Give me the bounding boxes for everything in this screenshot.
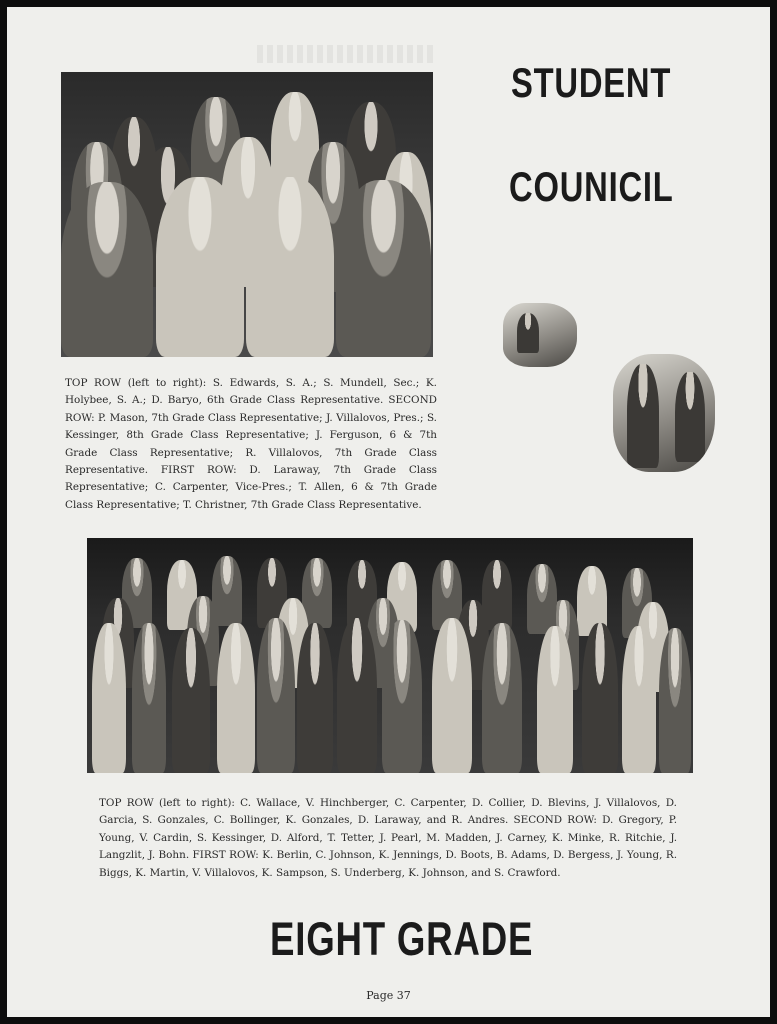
student-council-photo — [61, 72, 433, 357]
bleed-through-text — [257, 45, 437, 63]
student-heading: STUDENT — [511, 59, 672, 106]
eight-grade-heading: EIGHT GRADE — [270, 912, 534, 965]
student-council-caption: TOP ROW (left to right): S. Edwards, S. A.; S. Mundell, Sec.; K. Holybee, S. A.; D. Baryo, 6th Grade Class Representative. SECOND ROW: P. Mason, 7th Grade Class Representative; J. Villalovos, Pres.; S. Kessinger, 8th Grade Class Representative; J. Ferguson, 6 & 7th Grade Class Representative; R. Villalovos, 7th Grade Class Representative. FIRST ROW: D. Laraway, 7th Grade Class Representative; C. Carpenter, Vice-Pres.; T. Allen, 6 & 7th Grade Class Representative; T. Christner, 7th Grade Class Representative. — [65, 377, 437, 511]
council-heading: COUNICIL — [509, 163, 674, 210]
page-number: Page 37 — [366, 989, 411, 1002]
eighth-grade-caption: TOP ROW (left to right): C. Wallace, V. Hinchberger, C. Carpenter, D. Collier, D. Blevins, J. Villalovos, D. Garcia, S. Gonzales, C. Bollinger, K. Gonzales, D. Laraway, and R. Andres. SECOND ROW: D. Gregory, P. Young, V. Cardin, S. Kessinger, D. Alford, T. Tetter, J. Pearl, M. Madden, J. Carney, K. Minke, R. Ritchie, J. Langzlit, J. Bohn. FIRST ROW: K. Berlin, C. Johnson, K. Jennings, D. Boots, B. Adams, D. Bergess, J. Young, R. Biggs, K. Martin, V. Villalovos, K. Sampson, S. Underberg, K. Johnson, and S. Crawford. — [99, 797, 677, 879]
yearbook-page — [7, 7, 770, 1017]
small-snapshot-photo — [503, 303, 577, 367]
snapshot-photo — [613, 354, 715, 472]
eighth-grade-class-photo — [87, 538, 693, 773]
